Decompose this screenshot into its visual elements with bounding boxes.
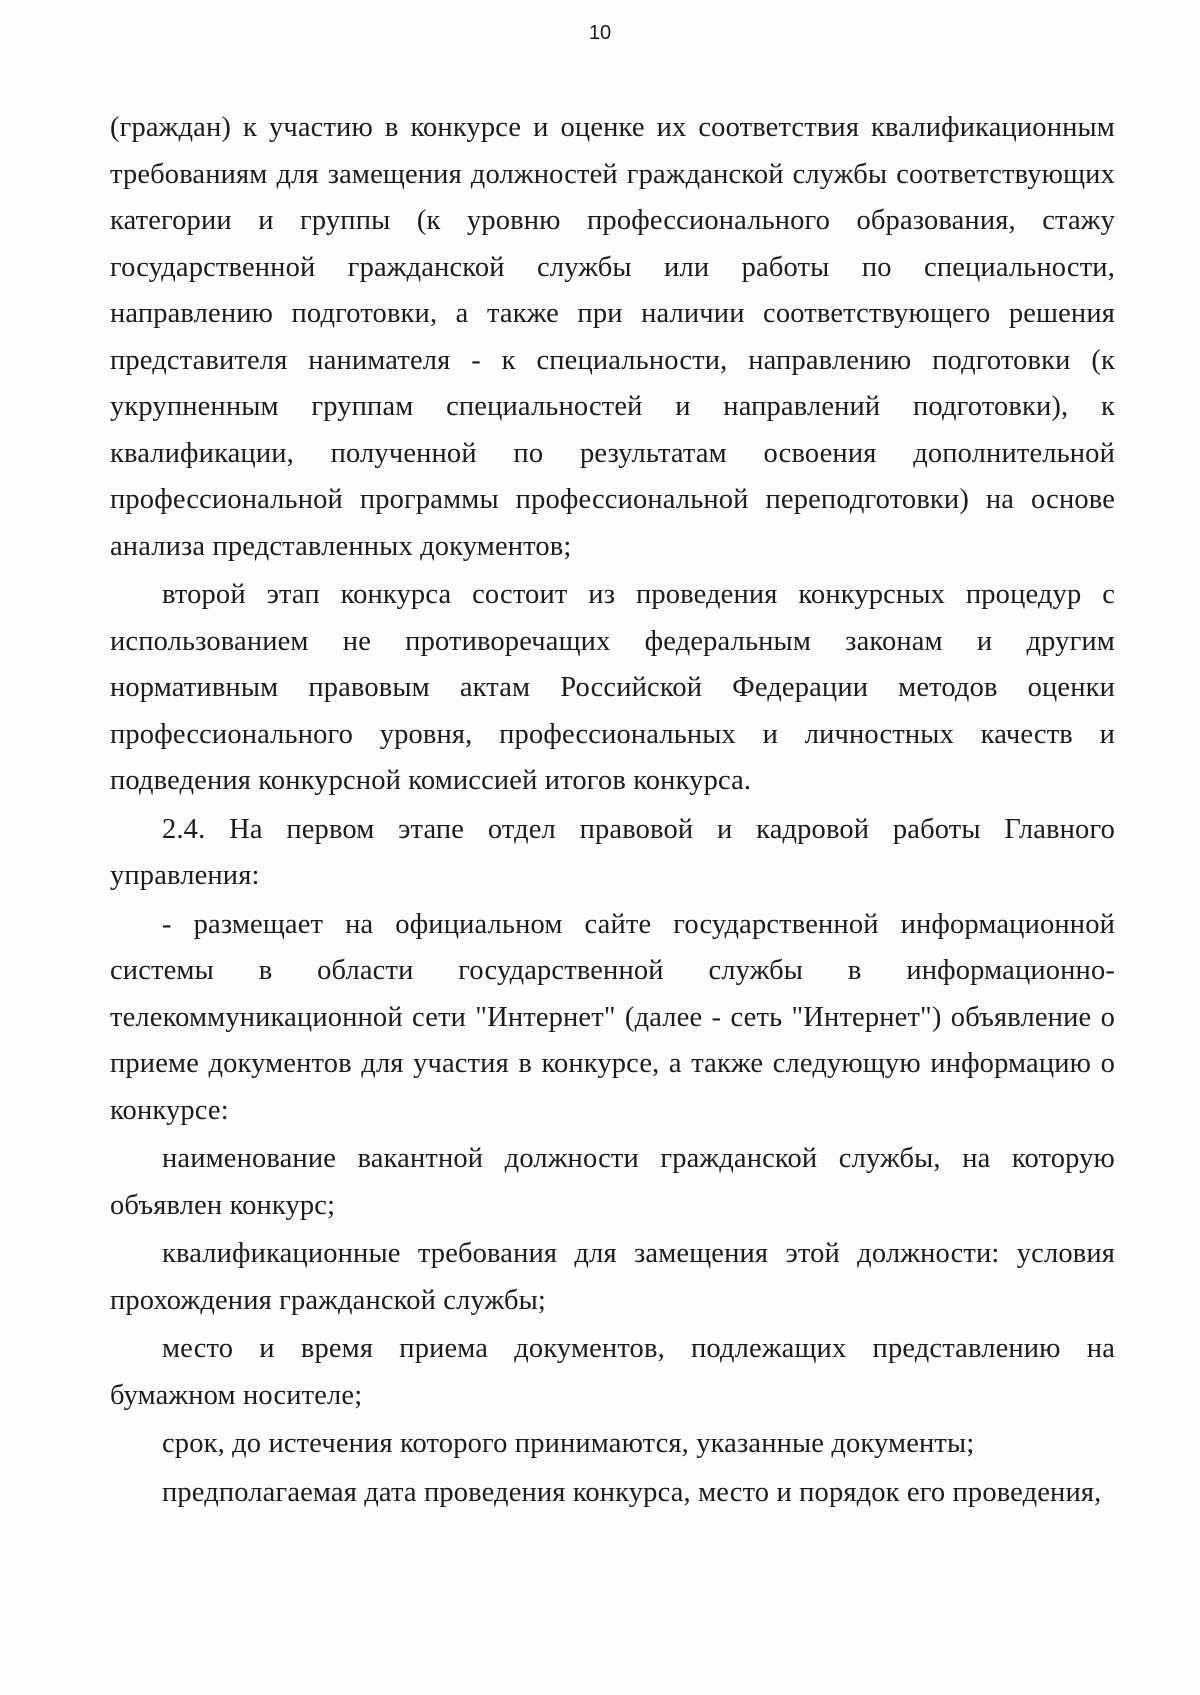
list-item-contest-date: предполагаемая дата проведения конкурса, место и порядок его проведения, xyxy=(162,1476,1102,1508)
paragraph-posts-announcement: - размещает на официальном сайте государственной информационной системы в области государственной службы в информационно-телекоммуникационной сети "Интернет" (далее - сеть "Интернет") объявление о приеме документов для участия в конкурсе, а также следующую информацию о конкурсе: xyxy=(110,908,1115,1126)
paragraph-section-2-4: 2.4. На первом этапе отдел правовой и кадровой работы Главного управления: xyxy=(110,813,1115,891)
paragraph-second-stage: второй этап конкурса состоит из проведения конкурсных процедур с использованием не противоречащих федеральным законам и другим нормативным правовым актам Российской Федерации методов оценки профессионального уровня, профессиональных и личностных качеств и подведения конкурсной комиссией итогов конкурса. xyxy=(110,579,1115,796)
page-number: 10 xyxy=(588,22,612,44)
list-item-place-and-time: место и время приема документов, подлежащих представлению на бумажном носителе; xyxy=(110,1333,1115,1411)
document-body xyxy=(110,105,1115,1518)
paragraph-continuation: (граждан) к участию в конкурсе и оценке их соответствия квалификационным требованиям для замещения должностей гражданской службы соответствующих категории и группы (к уровню профессионального образования, стажу государственной гражданской службы или работы по специальности, направлению подготовки, а также при наличии соответствующего решения представителя нанимателя - к специальности, направлению подготовки (к укрупненным группам специальностей и направлений подготовки), к квалификации, полученной по результатам освоения дополнительной профессиональной программы профессиональной переподготовки) на основе анализа представленных документов; xyxy=(110,112,1115,562)
list-item-vacant-position: наименование вакантной должности гражданской службы, на которую объявлен конкурс; xyxy=(110,1143,1115,1221)
list-item-deadline: срок, до истечения которого принимаются, указанные документы; xyxy=(162,1428,975,1459)
list-item-qualification-requirements: квалификационные требования для замещения этой должности: условия прохождения гражданской службы; xyxy=(110,1238,1115,1316)
